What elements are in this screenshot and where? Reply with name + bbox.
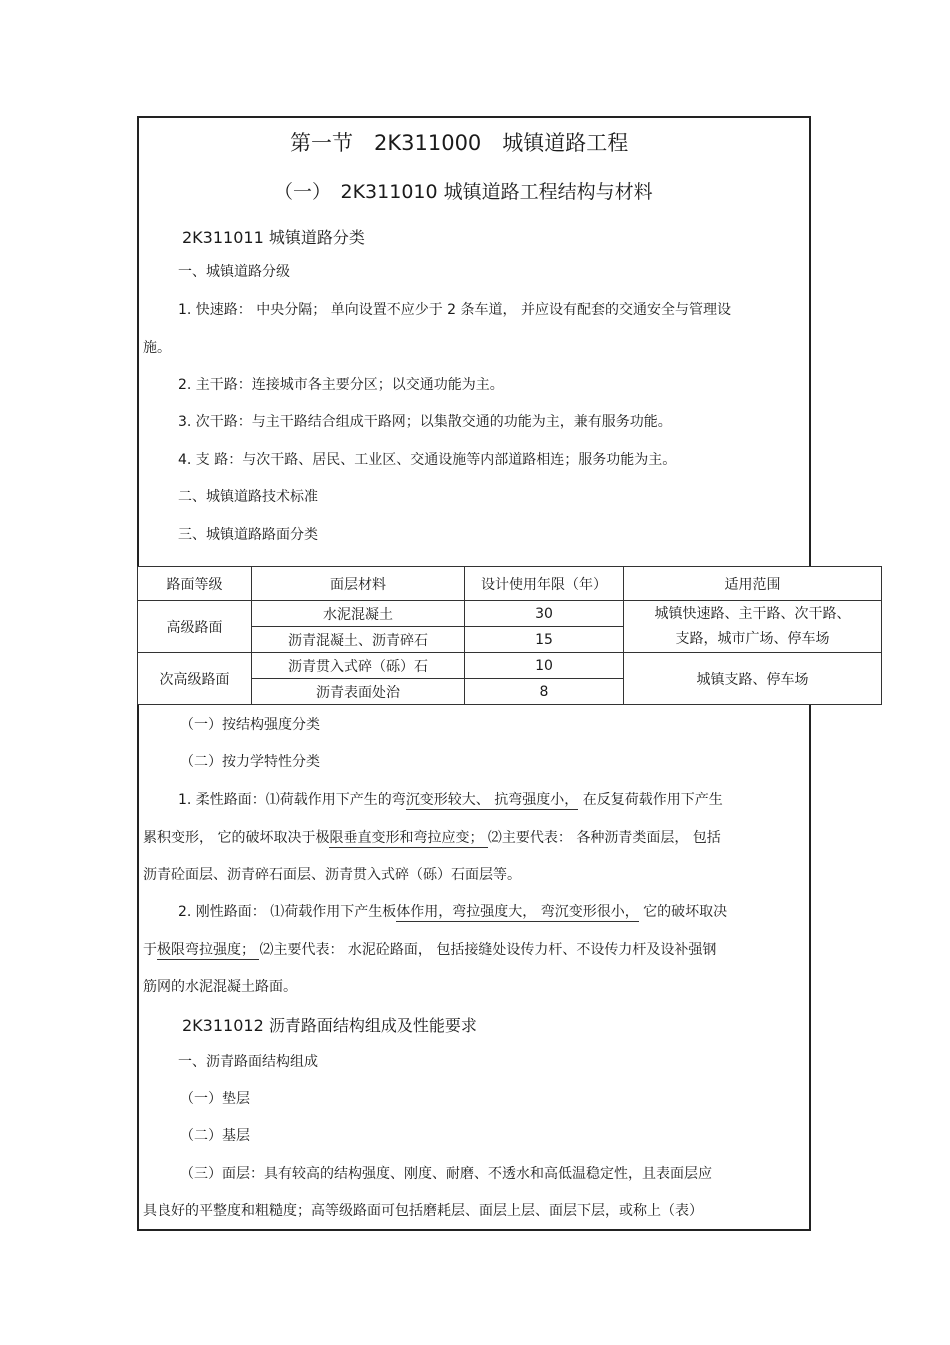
text-run: 1. 柔性路面：⑴荷载作用下产生的弯 (178, 792, 406, 808)
underlined-text: 限垂直变形和弯拉应变； (329, 830, 488, 846)
rigid-line-3: 筋网的水泥混凝土路面。 (143, 979, 297, 995)
underlined-text: 极限弯拉强度； (157, 942, 260, 958)
surface-heading: 三、城镇道路路面分类 (178, 527, 318, 543)
material-cell: 沥青贯入式碎（砾）石 (252, 653, 465, 679)
item-arterial: 2. 主干路：连接城市各主要分区；以交通功能为主。 (178, 377, 504, 393)
header-cell: 路面等级 (138, 567, 252, 601)
grade-cell-sub: 次高级路面 (138, 653, 252, 705)
material-cell: 沥青混凝土、沥青碎石 (252, 627, 465, 653)
surface-layer-line-1: （三）面层：具有较高的结构强度、刚度、耐磨、不透水和高低温稳定性，且表面层应 (180, 1166, 712, 1182)
table-row (138, 601, 882, 627)
text-run: 于 (143, 942, 157, 958)
grade-heading: 一、城镇道路分级 (178, 264, 290, 280)
underlined-text: 沉变形较大、 抗弯强度小， (405, 792, 579, 808)
standard-heading: 二、城镇道路技术标准 (178, 489, 318, 505)
section-title: 第一节 2K311000 城镇道路工程 (290, 131, 629, 155)
flexible-line-3: 沥青砼面层、沥青碎石面层、沥青贯入式碎（砾）石面层等。 (143, 867, 521, 883)
grade-cell-high: 高级路面 (138, 601, 252, 653)
subsection-title: （一） 2K311010 城镇道路工程结构与材料 (274, 181, 653, 203)
by-strength: （一）按结构强度分类 (180, 717, 320, 733)
sec1-heading: 2K311011 城镇道路分类 (182, 228, 365, 247)
item-expressway: 1. 快速路： 中央分隔； 单向设置不应少于 2 条车道， 并应设有配套的交通安全与管理设 (178, 302, 731, 318)
composition-heading: 一、沥青路面结构组成 (178, 1054, 318, 1070)
scope-cell-sub: 城镇支路、停车场 (624, 653, 882, 705)
text-run: 在反复荷载作用下产生 (578, 792, 723, 808)
surface-layer-line-2: 具良好的平整度和粗糙度；高等级路面可包括磨耗层、面层上层、面层下层，或称上（表） (143, 1203, 703, 1219)
base-layer: （二）基层 (180, 1128, 250, 1144)
sec2-heading: 2K311012 沥青路面结构组成及性能要求 (182, 1016, 477, 1035)
underlined-text: 体作用，弯拉强度大， 弯沉变形很小， (396, 904, 639, 920)
item-expressway-cont: 施。 (143, 340, 171, 356)
scope-line: 支路，城市广场、停车场 (675, 630, 830, 647)
text-run: 累积变形， 它的破坏取决于极 (143, 830, 330, 846)
item-secondary: 3. 次干路：与主干路结合组成干路网；以集散交通的功能为主，兼有服务功能。 (178, 414, 672, 430)
by-mechanics: （二）按力学特性分类 (180, 754, 320, 770)
text-run: ⑵主要代表： 水泥砼路面， 包括接缝处设传力杆、不设传力杆及设补强钢 (259, 942, 717, 958)
item-branch: 4. 支 路：与次干路、居民、工业区、交通设施等内部道路相连；服务功能为主。 (178, 452, 677, 468)
cushion-layer: （一）垫层 (180, 1091, 250, 1107)
text-run: 2. 刚性路面： ⑴荷载作用下产生板 (178, 904, 397, 920)
header-cell: 面层材料 (252, 567, 465, 601)
table-header-row (138, 567, 882, 601)
table-row (138, 653, 882, 679)
text-run: 它的破坏取决 (638, 904, 728, 920)
material-cell: 沥青表面处治 (252, 679, 465, 705)
years-cell: 15 (465, 627, 624, 653)
header-cell: 设计使用年限（年） (465, 567, 624, 601)
years-cell: 8 (465, 679, 624, 705)
text-run: ⑵主要代表： 各种沥青类面层， 包括 (487, 830, 721, 846)
scope-line: 城镇快速路、主干路、次干路、 (654, 605, 851, 622)
flexible-line-1 (178, 791, 723, 809)
rigid-line-1 (178, 903, 727, 921)
material-cell: 水泥混凝土 (252, 601, 465, 627)
scope-cell-high (624, 601, 882, 653)
pavement-table (137, 566, 882, 705)
flexible-line-2 (143, 829, 721, 847)
header-cell: 适用范围 (624, 567, 882, 601)
rigid-line-2 (143, 941, 716, 959)
years-cell: 10 (465, 653, 624, 679)
years-cell: 30 (465, 601, 624, 627)
